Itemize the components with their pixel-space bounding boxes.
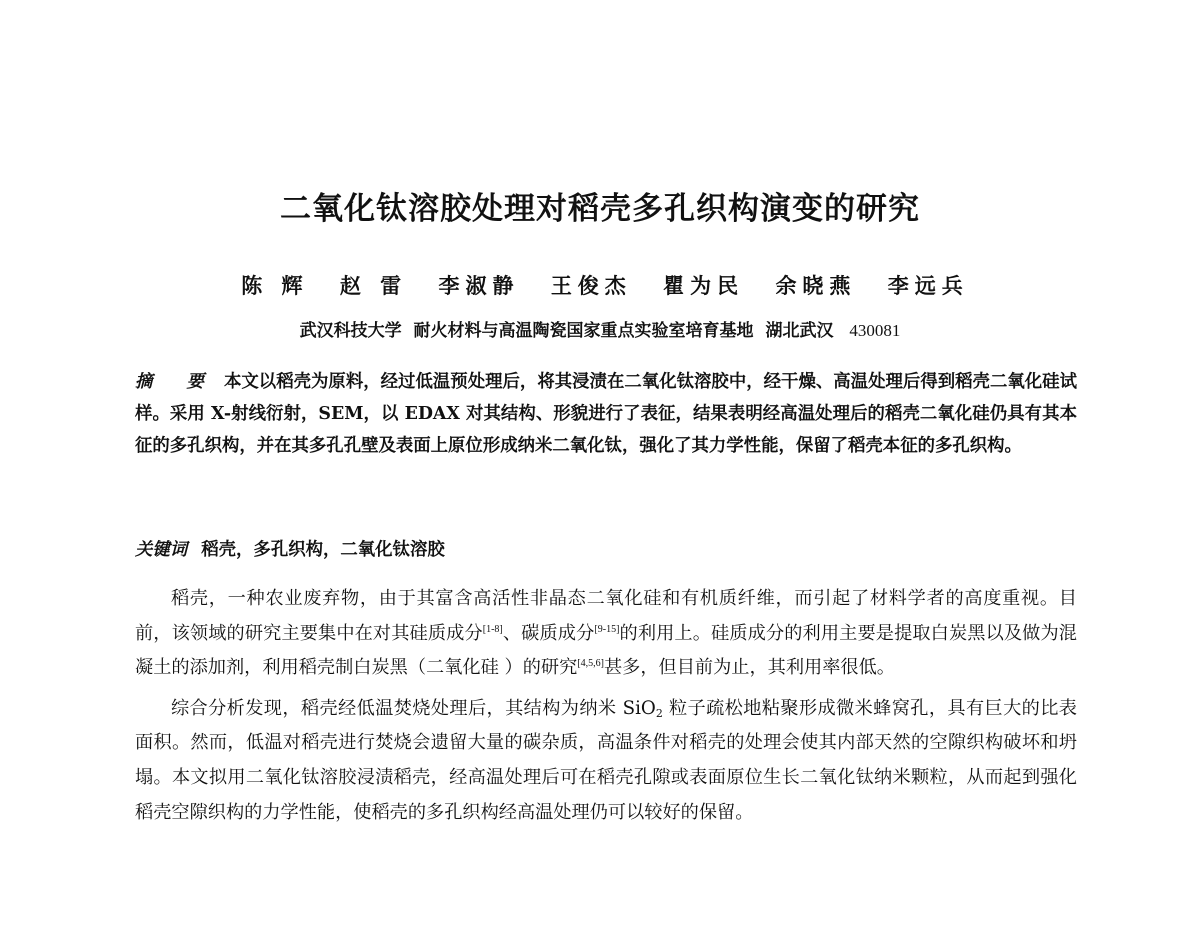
- author-name: 余晓燕: [775, 273, 857, 298]
- body-paragraph: [135, 692, 1077, 830]
- keywords: [135, 536, 1077, 564]
- paragraph-text: 的利用上。硅质成分的利用主要是提取白炭黑以及做为混凝土的添加剂，利用稻壳制白炭黑（二氧化硅 ）的研究: [135, 622, 1077, 679]
- paragraph-text: 甚多，但目前为止，其利用率很低。: [603, 657, 895, 679]
- affiliation-postcode: 430081: [849, 321, 901, 340]
- author-name: 赵 雷: [339, 273, 408, 298]
- abstract: [135, 366, 1077, 462]
- citation-ref: [9-15]: [594, 623, 620, 635]
- paragraph-text: 稻壳，一种农业废弃物，由于其富含高活性非晶态二氧化硅和有机质纤维，而引起了材料学者的高度重视。目前，该领域的研究主要集中在对其硅质成分: [135, 588, 1077, 644]
- body-paragraph: [135, 582, 1077, 686]
- paragraph-text: 粒子疏松地粘聚形成微米蜂窝孔，具有巨大的比表面积。然而，低温对稻壳进行焚烧会遗留大量的碳杂质，高温条件对稻壳的处理会使其内部天然的空隙织构破坏和坍塌。本文拟用二氧化钛溶胶浸渍稻壳，经高温处理后可在稻壳孔隙或表面原位生长二氧化钛纳米颗粒，从而起到强化稻壳空隙织构的力学性能，使稻壳的多孔织构经高温处理仍可以较好的保留。: [135, 697, 1077, 823]
- author-list: [0, 270, 1200, 300]
- citation-ref: [1-8]: [482, 623, 503, 635]
- keywords-text: 稻壳，多孔织构，二氧化钛溶胶: [201, 540, 445, 560]
- affiliation: [0, 316, 1200, 341]
- author-name: 李淑静: [438, 273, 520, 298]
- author-name: 李远兵: [887, 273, 969, 298]
- affiliation-text: 武汉科技大学 耐火材料与高温陶瓷国家重点实验室培育基地 湖北武汉: [299, 321, 834, 341]
- paragraph-text: 综合分析发现，稻壳经低温焚烧处理后，其结构为纳米 SiO: [171, 697, 656, 719]
- keywords-label: 关键词: [135, 540, 188, 560]
- author-name: 王俊杰: [550, 273, 632, 298]
- chemical-subscript: 2: [655, 706, 663, 720]
- paper-title: 二氧化钛溶胶处理对稻壳多孔织构演变的研究: [280, 191, 920, 227]
- author-name: 瞿为民: [663, 273, 745, 298]
- paragraph-text: 、碳质成分: [502, 622, 595, 644]
- citation-ref: [4,5,6]: [577, 658, 604, 670]
- body-text: [135, 582, 1077, 830]
- author-name: 陈 辉: [241, 273, 309, 298]
- abstract-label: 摘 要: [135, 372, 218, 392]
- abstract-text: 本文以稻壳为原料，经过低温预处理后，将其浸渍在二氧化钛溶胶中，经干燥、高温处理后得到稻壳二氧化硅试样。采用 X-射线衍射，SEM，以 EDAX 对其结构、形貌进行了表征，结果表明经高温处理后的稻壳二氧化硅仍具有其本征的多孔织构，并在其多孔孔壁及表面上原位形成纳米二氧化钛，强化了其力学性能，保留了稻壳本征的多孔织构。: [135, 372, 1077, 456]
